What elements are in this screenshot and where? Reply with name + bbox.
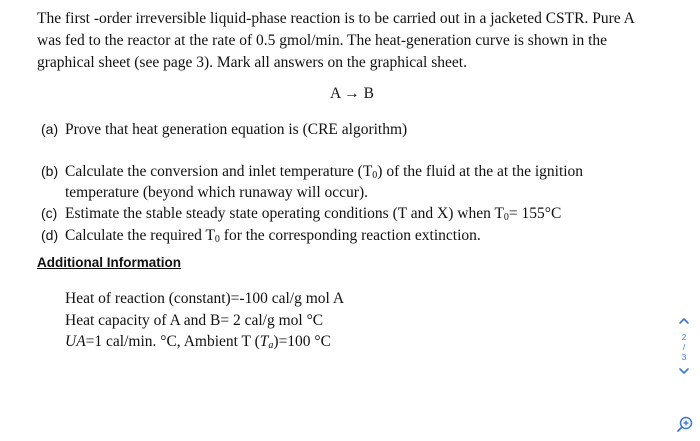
question-b-label: (b) bbox=[41, 163, 59, 179]
question-c-label: (c) bbox=[41, 205, 58, 221]
arrow-icon: → bbox=[344, 85, 360, 102]
intro-line-1: The first -order irreversible liquid-phase reaction is to be carried out in a jacketed CSTR. Pure A bbox=[37, 10, 635, 27]
reaction-equation bbox=[0, 85, 700, 103]
intro-line-3: graphical sheet (see page 3). Mark all answers on the graphical sheet. bbox=[37, 54, 467, 71]
next-page-button[interactable] bbox=[673, 364, 695, 382]
page-separator: / bbox=[682, 342, 686, 352]
total-pages: 3 bbox=[681, 352, 687, 362]
heat-capacity: Heat capacity of A and B= 2 cal/g mol °C bbox=[65, 312, 324, 329]
previous-page-button[interactable] bbox=[673, 314, 695, 332]
question-a-label: (a) bbox=[41, 121, 59, 137]
additional-info-heading: Additional Information bbox=[37, 255, 181, 270]
problem-statement bbox=[37, 8, 649, 74]
current-page: 2 bbox=[681, 332, 687, 342]
product: B bbox=[363, 85, 374, 102]
page-navigator bbox=[673, 314, 695, 382]
ua-ambient: UA=1 cal/min. °C, Ambient T $(T_a)=100$ °C bbox=[65, 333, 331, 351]
question-c-text: Estimate the stable steady state operating conditions (T and X) when $T_0= 155^\circ C$ bbox=[65, 205, 562, 223]
question-b-cont bbox=[65, 182, 368, 204]
zoom-in-button[interactable] bbox=[676, 415, 694, 433]
heat-of-reaction: Heat of reaction (constant)=-100 cal/g mol A bbox=[65, 290, 345, 307]
question-d-label: (d) bbox=[41, 227, 59, 243]
chevron-up-icon bbox=[678, 315, 690, 327]
zoom-in-icon bbox=[676, 415, 694, 433]
intro-line-2: was fed to the reactor at the rate of 0.5 gmol/min. The heat-generation curve is shown in the bbox=[37, 32, 608, 49]
question-a-text: Prove that heat generation equation is (CRE algorithm) bbox=[65, 121, 408, 138]
question-b-text: Calculate the conversion and inlet temperature $(T_0)$ of the fluid at the at the ignition bbox=[65, 163, 584, 181]
question-a bbox=[41, 118, 407, 141]
question-d bbox=[41, 224, 481, 251]
reactant: A bbox=[330, 85, 341, 102]
question-d-text: Calculate the required $T_0$ for the corresponding reaction extinction. bbox=[65, 227, 481, 245]
chevron-down-icon bbox=[678, 365, 690, 377]
question-b-text-2: temperature (beyond which runaway will occur). bbox=[65, 184, 368, 201]
